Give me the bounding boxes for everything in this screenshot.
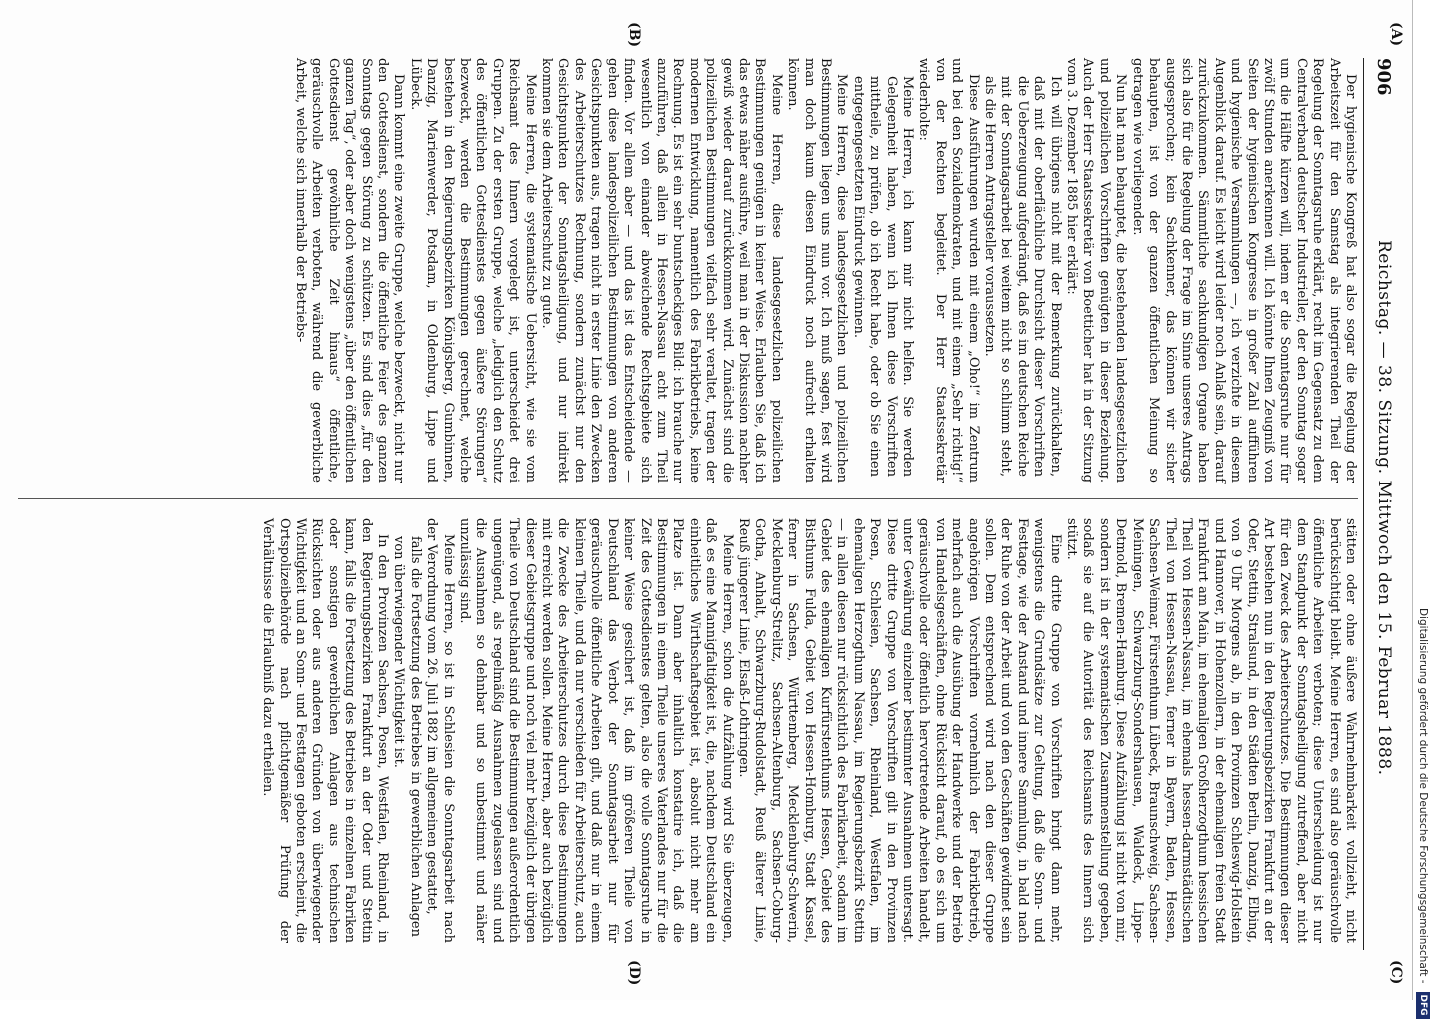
funding-credit-text: Digitalisierung gefördert durch die Deutsche Forschungsgemeinschaft -	[1417, 608, 1429, 984]
page-number: 906	[1373, 58, 1395, 96]
paragraph: Dann kommt eine zweite Gruppe, welche bezweckt, nicht nur den Gottesdienst, sondern die öffentliche Feier des ganzen Sonntags gegen Störung zu schützen. Es sind dies „für den ganzen Tag“, oder aber doch wenigstens „über den öffentlichen Gottesdienst gewöhnliche Zeit hinaus“ öffentliche, geräuschvolle Arbeiten verboten, während die gewerbliche Arbeit, welche sich innerhalb der Betriebs-	[293, 58, 407, 483]
paragraph: stätten oder ohne äußere Wahrnehmbarkeit vollzieht, nicht berücksichtigt bleibt. Meine Herren, es sind also geräuschvolle öffentliche Arbeiten verboten; diese Unterscheidung ist nur dem Standpunkt der Sonntagsheiligung zutreffend, aber nicht für den Zweck des Arbeiterschutzes. Die Bestimmungen dieser Art bestehen nun in den Regierungsbezirken Frankfurt an der Oder, Stettin, Stralsund, in den Städten Berlin, Danzig, Elbing, von 9 Uhr Morgens ab, in den Provinzen Schleswig-Holstein und Hannover, in Hohenzollern, in der ehemaligen freien Stadt Frankfurt am Main, im ehemaligen Großherzogthum hessischen Theil von Hessen-Nassau, im ehemals hessen-darmstädtischen Theil von Hessen-Nassau, ferner in Bayern, Baden, Hessen, Sachsen-Weimar, Fürstenthum Lübeck, Braunschweig, Sachsen-Meiningen, Schwarzburg-Sondershausen, Waldeck, Lippe-Detmold, Bremen-Hamburg. Diese Aufzählung ist nicht von mir, sondern ist in der systematischen Zusammenstellung gegeben, sodaß sie auf die Autorität des Reichsamts des Innern sich stützt.	[1064, 518, 1358, 943]
right-column	[18, 518, 1358, 943]
block-quote: Ich will übrigens nicht mit der Bemerkung zurückhalten, daß mit der oberflächliche Durchsicht dieser Vorschriften die Ueberzeugung aufgedrängt, daß es im deutschen Reiche mit der Sonntagsarbeit bei weitem nicht so schlimm steht, als die Herren Antragsteller voraussetzen.	[982, 76, 1063, 477]
paragraph: Meine Herren, diese landesgesetzlichen und polizeilichen Bestimmungen liegen uns nun vor. Ich muß sagen, fest wird man doch kaum diesen Eindruck noch aufrecht erhalten können.	[785, 58, 850, 483]
paragraph: Der hygienische Kongreß hat also sogar die Regelung der Arbeitszeit für den Samstag als integrierenden Theil der Regelung der Sonntagsruhe erklärt, recht im Gegensatz zu dem Centralverband deutscher Industrieller, der den Sonntag sogar um die Hälfte kürzen will, indem er die Sonntagsruhe nur für zwölf Stunden anerkennen will. Ich könnte Ihnen Zeugniß von Seiten der hygienischen Kongresse in großer Zahl aufführen und hygienische Versammlungen —, ich verzichte in diesem Augenblick darauf. Es leicht wird leider noch Anlaß sein, darauf zurückzukommen. Sämmtliche sachkundigen Organe haben sich also für die Regelung der Frage im Sinne unseres Antrags ausgesprochen; kein Sachkenner, das können wir sicher behaupten, ist von der ganzen öffentlichen Meinung so getragen wie vorliegender.	[1129, 58, 1358, 483]
paragraph: Meine Herren, schon die Aufzählung wird Sie überzeugen, daß es eine Mannigfaltigkeit ist, die, nachdem Deutschland ein einheitliches Wirthschaftsgebiet ist, absolut nicht mehr am Platze ist. Dann aber inhaltlich konstatire ich, daß die Bestimmungen in einem Theile unseres Vaterlandes nur für die Zeit des Gottesdienstes gelten, also die volle Sonntagsruhe in keiner Weise gesichert ist, daß im größeren Theile von Deutschland das Verbot der Sonntagsarbeit nur für geräuschvolle öffentliche Arbeiten gilt, und daß nur in einem kleinen Theile, und da nur verschieden für Arbeiterschutz, auch die Zwecke des Arbeiterschutzes durch diese Bestimmungen mit erreicht werden sollen. Meine Herren, aber auch bezüglich dieser Gebietsgruppe und noch viel mehr bezüglich der übrigen Theile von Deutschland sind die Bestimmungen außerordentlich ungenügend, als regelmäßig Ausnahmen zugelassen sind und die Ausnahmen so dehnbar und so unbestimmt und näher unzulässig sind.	[457, 518, 735, 943]
left-column	[18, 58, 1358, 483]
margin-marker-b: (B)	[626, 22, 642, 48]
margin-marker-a: (A)	[1388, 22, 1404, 47]
column-divider	[18, 498, 1358, 499]
page-title: Reichstag. — 38. Sitzung. Mittwoch den 15. Februar 1888.	[1374, 240, 1394, 776]
paragraph: Meine Herren, die systematische Uebersicht, wie sie vom Reichsamt des Innern vorgelegt ist, unterscheidet drei Gruppen. Zu der ersten Gruppe, welche „lediglich den Schutz des öffentlichen Gottesdienstes gegen äußere Störungen“ bezweckt, werden die Bestimmungen gerechnet, welche bestehen in den Regierungsbezirken Königsberg, Gumbinnen, Danzig, Marienwerder, Potsdam, in Oldenburg, Lippe und Lübeck.	[407, 58, 538, 483]
paragraph: Eine dritte Gruppe von Vorschriften bringt dann mehr, wenigstens die Grundsätze zur Geltung, daß die Sonn- und Festtage, wie der Anstand und innere Sammlung, in bald nach der Ruhe von der Arbeit und von den Geschäften gewidmet sein sollen. Dem entsprechend wird nach den dieser Gruppe angehörigen Vorschriften vornehmlich der Fabrikbetrieb, mehrfach auch die Ausübung der Handwerke und der Betrieb von Handelsgeschäften, ohne Rücksicht darauf, ob es sich um geräuschvolle oder öffentlich hervortretende Arbeiten handelt, unter Gewährung einzelner bestimmter Ausnahmen untersagt. Diese dritte Gruppe von Vorschriften gilt in den Provinzen Posen, Schlesien, Sachsen, Rheinland, Westfalen, im ehemaligen Herzogthum Nassau, im Regierungsbezirk Stettin — in allen diesen nur rücksichtlich des Fabrikarbeit, sodann im Gebiet des ehemaligen Kurfürstenthums Hessen, Gebiet des Bisthums Fulda, Gebiet von Hessen-Homburg, Stadt Kassel, ferner in Sachsen, Württemberg, Mecklenburg-Schwerin, Mecklenburg-Strelitz, Sachsen-Altenburg, Sachsen-Coburg-Gotha, Anhalt, Schwarzburg-Rudolstadt, Reuß älterer Linie, Reuß jüngerer Linie, Elsaß-Lothringen.	[735, 518, 1063, 943]
block-quote: falls die Fortsetzung des Betriebes in gewerblichen Anlagen von überwiegender Wichtigkeit ist.	[391, 536, 423, 937]
margin-marker-c: (C)	[1388, 960, 1404, 985]
page-header	[1363, 58, 1404, 950]
funding-credit-strip	[1412, 0, 1433, 1016]
paragraph: In den Provinzen Sachsen, Posen, Westfalen, Rheinland, in den Regierungsbezirken Frankfurt an der Oder und Stettin kann, falls die Fortsetzung des Betriebes in einzelnen Fabriken oder sonstigen gewerblichen Anlagen aus technischen Rücksichten oder aus anderen Gründen von überwiegender Wichtigkeit und an Sonn- und Festtagen geboten erscheint, die Ortspolizeibehörde nach pflichtgemäßer Prüfung der Verhältnisse die Erlaubniß dazu ertheilen.	[260, 518, 391, 943]
paragraph: Diese Ausführungen wurden mit einem „Oho!“ im Zentrum und bei den Sozialdemokraten, und mit einem „Sehr richtig!“ von der Rechten begleitet. Der Herr Staatssekretär wiederholte:	[916, 58, 981, 483]
paragraph: Meine Herren, diese landesgesetzlichen polizeilichen Bestimmungen genügen in keiner Weise. Erlauben Sie, daß ich das etwas näher ausführe, weil man in der Diskussion nachher gewiß wieder darauf zurückkommen wird. Zunächst sind die polizeilichen Bestimmungen vielfach sehr veraltet, tragen der modernen Entwicklung, namentlich des Fabrikbetriebs, keine Rechnung. Es ist ein sehr buntscheckiges Bild: ich brauche nur anzuführen, daß allein in Hessen-Nassau acht zum Theil wesentlich von einander abweichende Rechtsgebiete sich finden. Vor allem aber — und das ist das Entscheidende — gehen diese landespolizeilichen Bestimmungen von anderen Gesichtspunkten aus, tragen nicht in erster Linie den Zwecken des Arbeiterschutzes Rechnung, sondern zunächst nur den Gesichtspunkten der Sonntagsheiligung, und nur indirekt kommen sie dem Arbeiterschutz zu gute.	[539, 58, 784, 483]
paragraph: Meine Herren, so ist in Schlesien die Sonntagsarbeit nach der Verordnung vom 26. Juli 1882 im allgemeinen gestattet,	[424, 518, 456, 943]
paragraph: Nun hat man behauptet, die bestehenden landesgesetzlichen und polizeilichen Vorschriften genügten in dieser Beziehung. Auch der Herr Staatssekretär von Boetticher hat in der Sitzung vom 3. Dezember 1885 hier erklärt:	[1064, 58, 1129, 483]
margin-marker-d: (D)	[626, 960, 642, 986]
dfg-logo-icon: DFG	[1416, 992, 1430, 1019]
block-quote: Meine Herren, ich kann mir nicht helfen. Sie werden Gelegenheit haben, wenn ich Ihnen diese Vorschriften mittheile, zu prüfen, ob ich Recht habe, oder ob Sie einen entgegengesetzten Eindruck gewinnen.	[850, 76, 916, 477]
